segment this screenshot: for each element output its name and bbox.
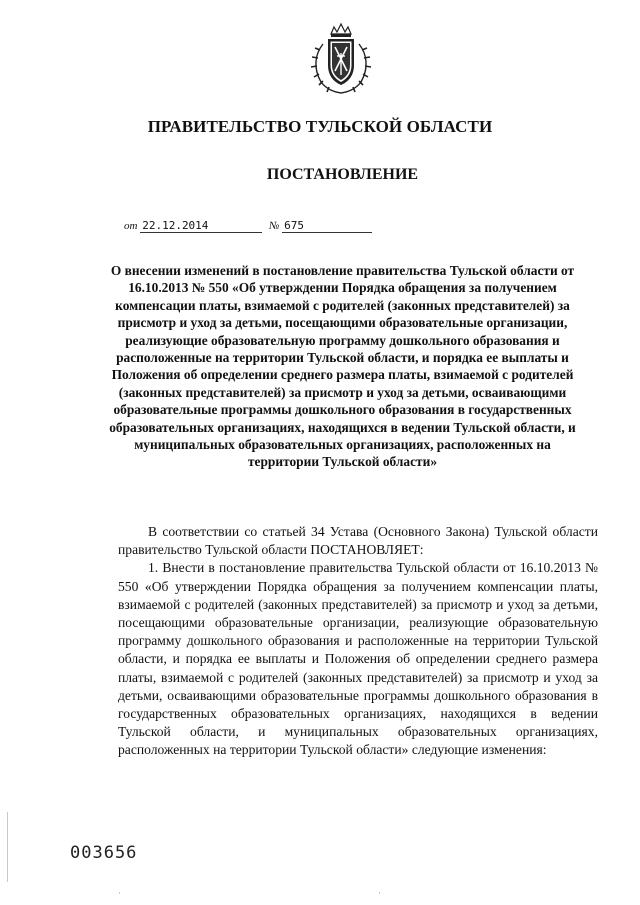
document-body [118,523,598,760]
document-subject: О внесении изменений в постановление правительства Тульской области от 16.10.2013 № 550 «Об утверждении Порядка обращения за получением компенсации платы, взимаемой с родителей (законных представителей) за присмотр и уход за детьми, посещающими образовательные организации, реализующие образовательную программу дошкольного образования и расположенные на территории Тульской области, и порядка ее выплаты и Положения об определении среднего размера платы, взимаемой с родителей (законных представителей) за присмотр и уход за детьми, осваивающими образовательные программы дошкольного образования в государственных образовательных организациях, находящихся в ведении Тульской области, и муниципальных образовательных организациях, расположенных на территории Тульской области» [109,263,576,470]
scan-artifact: · [378,888,381,898]
serial-number: 003656 [70,843,138,863]
document-type-title: ПОСТАНОВЛЕНИЕ [266,166,419,183]
tula-coat-of-arms-icon [301,20,381,96]
date-label: от [124,220,138,232]
margin-line [7,812,8,882]
document-number: 675 [282,219,372,233]
document-date: 22.12.2014 [140,219,262,233]
scan-artifact: · [118,888,121,898]
government-title: ПРАВИТЕЛЬСТВО ТУЛЬСКОЙ ОБЛАСТИ [147,117,493,136]
body-paragraph-item-1: 1. Внести в постановление правительства Тульской области от 16.10.2013 № 550 «Об утверждении Порядка обращения за получением компенсации платы, взимаемой с родителей (законных представителей) за присмотр и уход за детьми, посещающими образовательные организации, реализующие образовательную программу дошкольного образования и расположенные на территории Тульской области, и порядка ее выплаты и Положения об определении среднего размера платы, взимаемой с родителей (законных представителей) за присмотр и уход за детьми, осваивающими образовательные программы дошкольного образования в государственных образовательных организациях, находящихся в ведении Тульской области, и муниципальных образовательных организациях, расположенных на территории Тульской области» следующие изменения: [118,560,598,758]
document-meta [124,219,372,233]
body-paragraph-preamble: В соответствии со статьей 34 Устава (Основного Закона) Тульской области правительство Тульской области ПОСТАНОВЛЯЕТ: [118,524,598,558]
number-label: № [268,220,280,232]
